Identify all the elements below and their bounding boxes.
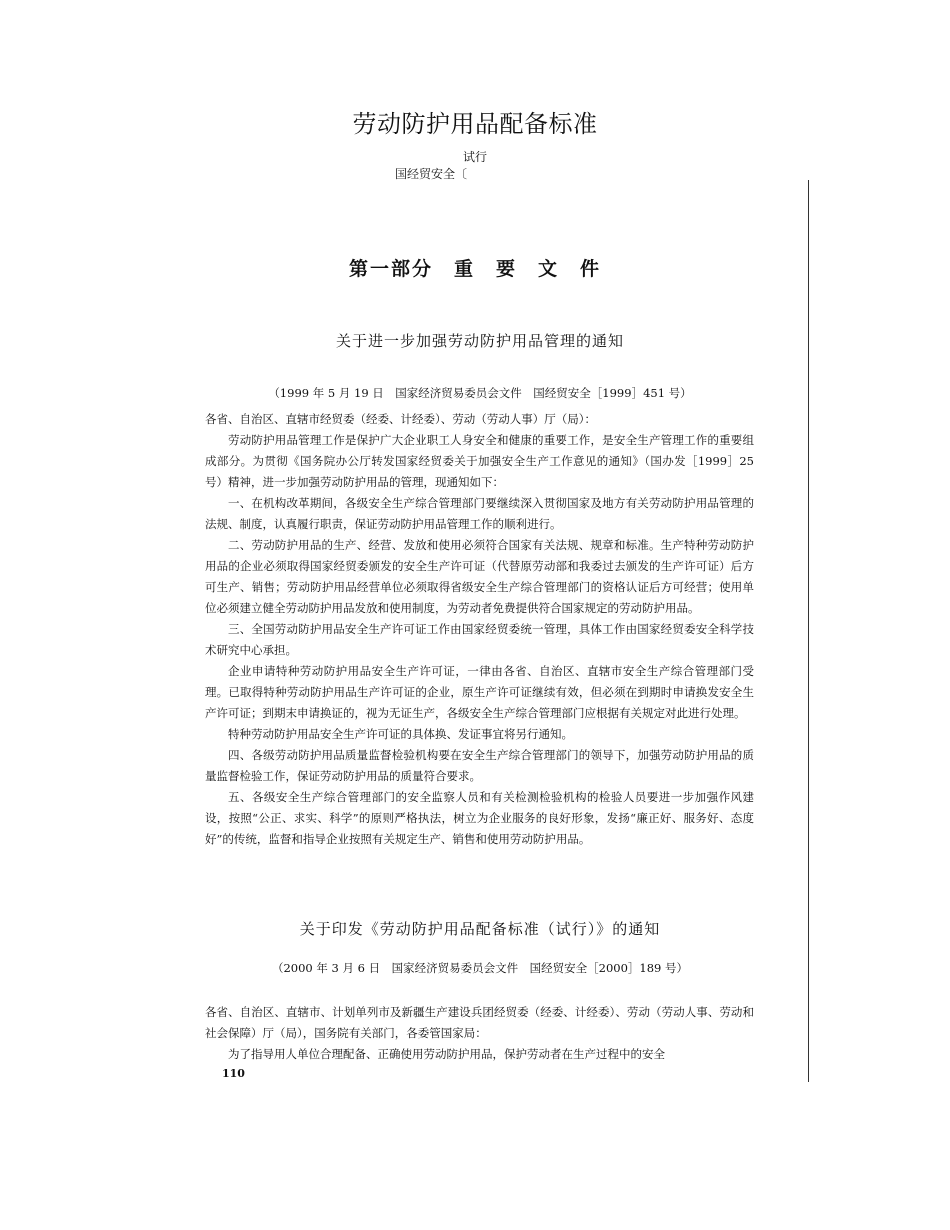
notice-1-paragraph: 一、在机构改革期间，各级安全生产综合管理部门要继续深入贯彻国家及地方有关劳动防护用品管理的法规、制度，认真履行职责，保证劳动防护用品管理工作的顺利进行。 [205,496,754,531]
trial-label: 试行 [462,150,487,164]
document-title: 劳动防护用品配备标准 [352,110,598,138]
page-edge-rule [808,180,809,1082]
notice-1-paragraph: 四、各级劳动防护用品质量监督检验机构要在安全生产综合管理部门的领导下，加强劳动防护用品的质量监督检验工作，保证劳动防护用品的质量符合要求。 [205,748,754,783]
notice-2-title: 关于印发《劳动防护用品配备标准（试行）》的通知 [299,920,661,938]
issuer-label: 国经贸安全〔 [395,167,468,181]
notice-1-body [205,409,754,850]
notice-2-salutation: 各省、自治区、直辖市、计划单列市及新疆生产建设兵团经贸委（经委、计经委）、劳动（劳动人事、劳动和社会保障）厅（局），国务院有关部门，各委管国家局： [205,1005,754,1040]
notice-1-paragraph: 三、全国劳动防护用品安全生产许可证工作由国家经贸委统一管理，具体工作由国家经贸委安全科学技术研究中心承担。 [205,622,754,657]
notice-1-title: 关于进一步加强劳动防护用品管理的通知 [335,332,624,350]
notice-1-salutation: 各省、自治区、直辖市经贸委（经委、计经委）、劳动（劳动人事）厅（局）： [205,412,596,426]
notice-1-paragraph: 特种劳动防护用品安全生产许可证的具体换、发证事宜将另行通知。 [228,727,573,741]
notice-1-paragraph: 五、各级安全生产综合管理部门的安全监察人员和有关检测检验机构的检验人员要进一步加强作风建设，按照“公正、求实、科学”的原则严格执法，树立为企业服务的良好形象，发扬“廉正好、服务好、态度好”的传统，监督和指导企业按照有关规定生产、销售和使用劳动防护用品。 [205,790,754,846]
notice-2-body [205,1002,754,1065]
part-heading: 第一部分 重 要 文 件 [348,258,601,280]
notice-1-meta: （1999 年 5 月 19 日 国家经济贸易委员会文件 国经贸安全［1999］451 号） [268,386,692,400]
notice-2-meta: （2000 年 3 月 6 日 国家经济贸易委员会文件 国经贸安全［2000］189 号） [271,961,689,975]
page-number: 110 [222,1067,245,1080]
notice-1-paragraph: 劳动防护用品管理工作是保护广大企业职工人身安全和健康的重要工作，是安全生产管理工作的重要组成部分。为贯彻《国务院办公厅转发国家经贸委关于加强安全生产工作意见的通知》（国办发［1999］25 号）精神，进一步加强劳动防护用品的管理，现通知如下： [205,433,754,489]
notice-1-paragraph: 二、劳动防护用品的生产、经营、发放和使用必须符合国家有关法规、规章和标准。生产特种劳动防护用品的企业必须取得国家经贸委颁发的安全生产许可证（代替原劳动部和我委过去颁发的生产许可证）后方可生产、销售；劳动防护用品经营单位必须取得省级安全生产综合管理部门的资格认证后方可经营；使用单位必须建立健全劳动防护用品发放和使用制度，为劳动者免费提供符合国家规定的劳动防护用品。 [205,538,754,615]
notice-2-paragraph: 为了指导用人单位合理配备、正确使用劳动防护用品，保护劳动者在生产过程中的安全 [228,1047,665,1061]
notice-1-paragraph: 企业申请特种劳动防护用品安全生产许可证，一律由各省、自治区、直辖市安全生产综合管理部门受理。已取得特种劳动防护用品生产许可证的企业，原生产许可证继续有效，但必须在到期时申请换发安全生产许可证；到期末申请换证的，视为无证生产，各级安全生产综合管理部门应根据有关规定对此进行处理。 [205,664,754,720]
